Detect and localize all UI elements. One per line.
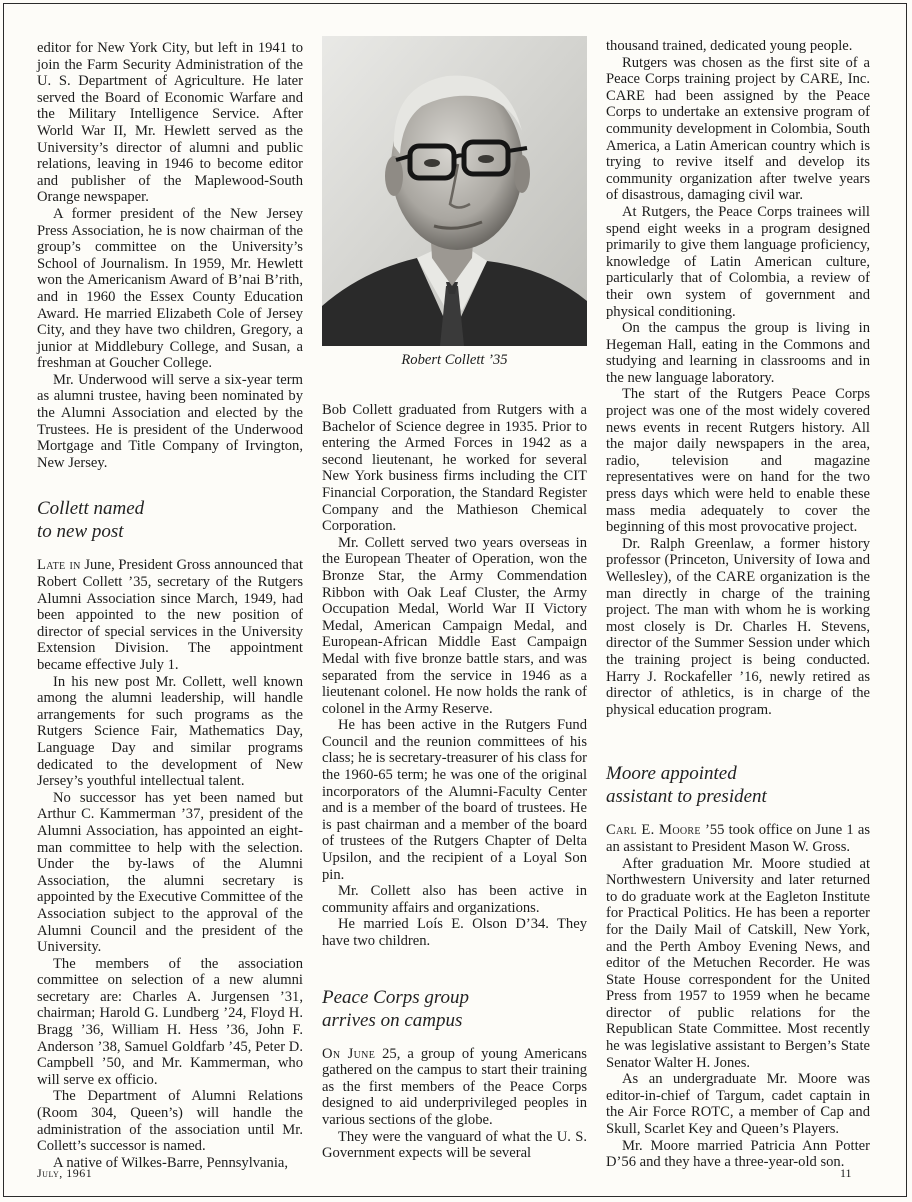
lead-in: On June xyxy=(322,1045,376,1062)
column-middle xyxy=(322,402,587,1162)
paragraph: Mr. Underwood will serve a six-year term as alumni trustee, having been nominated by the Alumni Association and elected by the Trustees. He is president of the Underwood Mortgage and Title Company of Irvington, New Jersey. xyxy=(37,371,303,471)
heading-line: arrives on campus xyxy=(322,1009,463,1031)
lead-paragraph xyxy=(606,822,870,855)
article-heading-peace-corps xyxy=(322,986,587,1032)
paragraph: A native of Wilkes-Barre, Pennsylvania, xyxy=(53,1154,289,1171)
paragraph: No successor has yet been named but Arthur C. Kammerman ’37, president of the Alumni Association, has appointed an eight-man committee to help with the selection. Under the by-laws of the Alumni Association, the alumni secretary is appointed by the Executive Committee of the Association subject to the approval of the Alumni Council and the president of the University. xyxy=(37,789,303,956)
paragraph: On the campus the group is living in Hegeman Hall, eating in the Commons and studying and learning in classrooms and in the new language laboratory. xyxy=(606,320,870,386)
paragraph: Rutgers was chosen as the first site of a Peace Corps training project by CARE, Inc. CARE had been assigned by the Peace Corps to undertake an extensive program of community development in Colombia, South America, a Latin American country which is trying to revive itself and develop its community organization after twelve years of disastrous, damaging civil war. xyxy=(606,54,870,204)
heading-line: Moore appointed xyxy=(606,763,737,785)
paragraph: thousand trained, dedicated young people. xyxy=(606,38,853,54)
paragraph: Dr. Ralph Greenlaw, a former history professor (Princeton, University of Iowa and Wellesley), of the CARE organization is the man directly in charge of the training project. The man with whom he is working most closely is Dr. Charles H. Stevens, director of the Summer Session under which the training project is being conducted. Harry J. Rockafeller ’16, newly retired as director of athletics, is in charge of the physical education program. xyxy=(606,535,870,718)
paragraph: Mr. Collett served two years overseas in the European Theater of Operation, won the Bronze Star, the Army Commendation Ribbon with Oak Leaf Cluster, the Army Occupation Medal, World War II Victory Medal, American Campaign Medal, and European-African Middle East Campaign Medal with five bronze battle stars, and was separated from the service in 1946 as a lieutenant colonel. He now holds the rank of colonel in the Army Reserve. xyxy=(322,534,587,717)
column-right xyxy=(606,38,870,1171)
photo-caption: Robert Collett ’35 xyxy=(401,352,508,368)
column-left xyxy=(37,40,303,1171)
paragraph: The Department of Alumni Relations (Room 304, Queen’s) will handle the administration of the association until Mr. Collett’s successor is named. xyxy=(37,1088,303,1155)
lead-in: Late in xyxy=(37,557,81,574)
heading-line: assistant to president xyxy=(606,786,767,808)
paragraph: In his new post Mr. Collett, well known among the alumni leadership, will handle arrangements for such programs as the Rutgers Science Fair, Mathematics Day, Language Day and similar programs dedicated to the development of New Jersey’s youthful intellectual talent. xyxy=(37,673,303,790)
article-heading-collett xyxy=(37,497,303,543)
paragraph: He married Loís E. Olson D’34. They have two children. xyxy=(322,916,587,949)
paragraph-text: June, President Gross announced that Robert Collett ’35, secretary of the Rutgers Alumni Association since March, 1949, had been appointed to the new position of director of special services in the University Extension Division. The appointment became effective July 1. xyxy=(37,557,304,673)
paragraph-text: ’55 took office on June 1 as an assistant to President Mason W. Gross. xyxy=(606,822,870,855)
paragraph: The members of the association committee on selection of a new alumni secretary are: Charles A. Jurgensen ’31, chairman; Harold G. Lundberg ’24, Floyd H. Bragg ’36, William H. Hess ’36, John F. Anderson ’38, Samuel Goldfarb ’45, Peter D. Campbell ’50, and Mr. Kammerman, who will serve ex officio. xyxy=(37,955,303,1088)
paragraph: A former president of the New Jersey Press Association, he is now chairman of the group’s committee on the University’s School of Journalism. In 1959, Mr. Hewlett won the Americanism Award of B’nai B’rith, and in 1960 the Essex County Education Award. He married Elizabeth Cole of Jersey City, and they have two children, Gregory, a junior at Middlebury College, and Susan, a freshman at Goucher College. xyxy=(37,205,303,372)
paragraph-text: 25, a group of young Americans gathered on the campus to start their training as the first members of the Peace Corps designed to aid underprivileged peoples in various sections of the globe. xyxy=(322,1045,587,1128)
footer-date: July, 1961 xyxy=(37,1166,93,1180)
lead-paragraph xyxy=(322,1046,587,1129)
paragraph: Mr. Collett also has been active in community affairs and organizations. xyxy=(322,883,587,916)
paragraph: After graduation Mr. Moore studied at Northwestern University and later returned to do graduate work at the Eagleton Institute for Practical Politics. He has been a reporter for the Daily Mail of Catskill, New York, and the Perth Amboy Evening News, and editor of the Metuchen Recorder. He was State House correspondent for the United Press from 1957 to 1959 when he became director of public relations for the Republican State Committee. Most recently he was legislative assistant to Bergen’s State Senator Walter H. Jones. xyxy=(606,855,870,1071)
heading-line: to new post xyxy=(37,521,124,543)
paragraph: editor for New York City, but left in 1941 to join the Farm Security Administration of the U. S. Department of Agriculture. He later served the Board of Economic Warfare and the Military Intelligence Service. After World War II, Mr. Hewlett served as the University’s director of alumni and public relations, leaving in 1946 to become editor and publisher of the Maplewood-South Orange newspaper. xyxy=(37,40,303,206)
paragraph: Bob Collett graduated from Rutgers with a Bachelor of Science degree in 1935. Prior to entering the Armed Forces in 1942 as a second lieutenant, he worked for several New York business firms including the CIT Financial Corporation, the Standard Register Company and the Mathieson Chemical Corporation. xyxy=(322,402,587,535)
paragraph: The start of the Rutgers Peace Corps project was one of the most widely covered news events in recent Rutgers history. All the major daily newspapers in the area, radio, television and magazine representatives were on hand for the two press days which were held to enable these mass media adequately to cover the beginning of this most provocative project. xyxy=(606,386,870,536)
lead-paragraph xyxy=(37,557,303,673)
paragraph: They were the vanguard of what the U. S. Government expects will be several xyxy=(322,1128,587,1162)
paragraph: He has been active in the Rutgers Fund Council and the reunion committees of his class; he is secretary-treasurer of his class for the 1960-65 term; he was one of the original incorporators of the Alumni-Faculty Center and is a member of the board of trustees. He is past chairman and a member of the board of trustees of the Rutgers Chapter of Delta Upsilon, and the recipient of a Loyal Son pin. xyxy=(322,717,587,883)
paragraph: At Rutgers, the Peace Corps trainees will spend eight weeks in a program designed primarily to give them language proficiency, knowledge of Latin American culture, particularly that of Colombia, a review of their own system of government and physical conditioning. xyxy=(606,203,870,320)
article-heading-moore xyxy=(606,762,870,808)
portrait-photo xyxy=(322,36,587,346)
heading-line: Collett named xyxy=(37,498,145,520)
lead-in: Carl E. Moore xyxy=(606,822,701,839)
portrait-image xyxy=(322,36,587,346)
page-number: 11 xyxy=(840,1166,852,1180)
paragraph: Mr. Moore married Patricia Ann Potter D’56 and they have a three-year-old son. xyxy=(606,1137,870,1171)
heading-line: Peace Corps group xyxy=(322,986,470,1008)
paragraph: As an undergraduate Mr. Moore was editor-in-chief of Targum, cadet captain in the Air Force ROTC, a member of Cap and Skull, Scarlet Key and Queen’s Players. xyxy=(606,1071,870,1138)
